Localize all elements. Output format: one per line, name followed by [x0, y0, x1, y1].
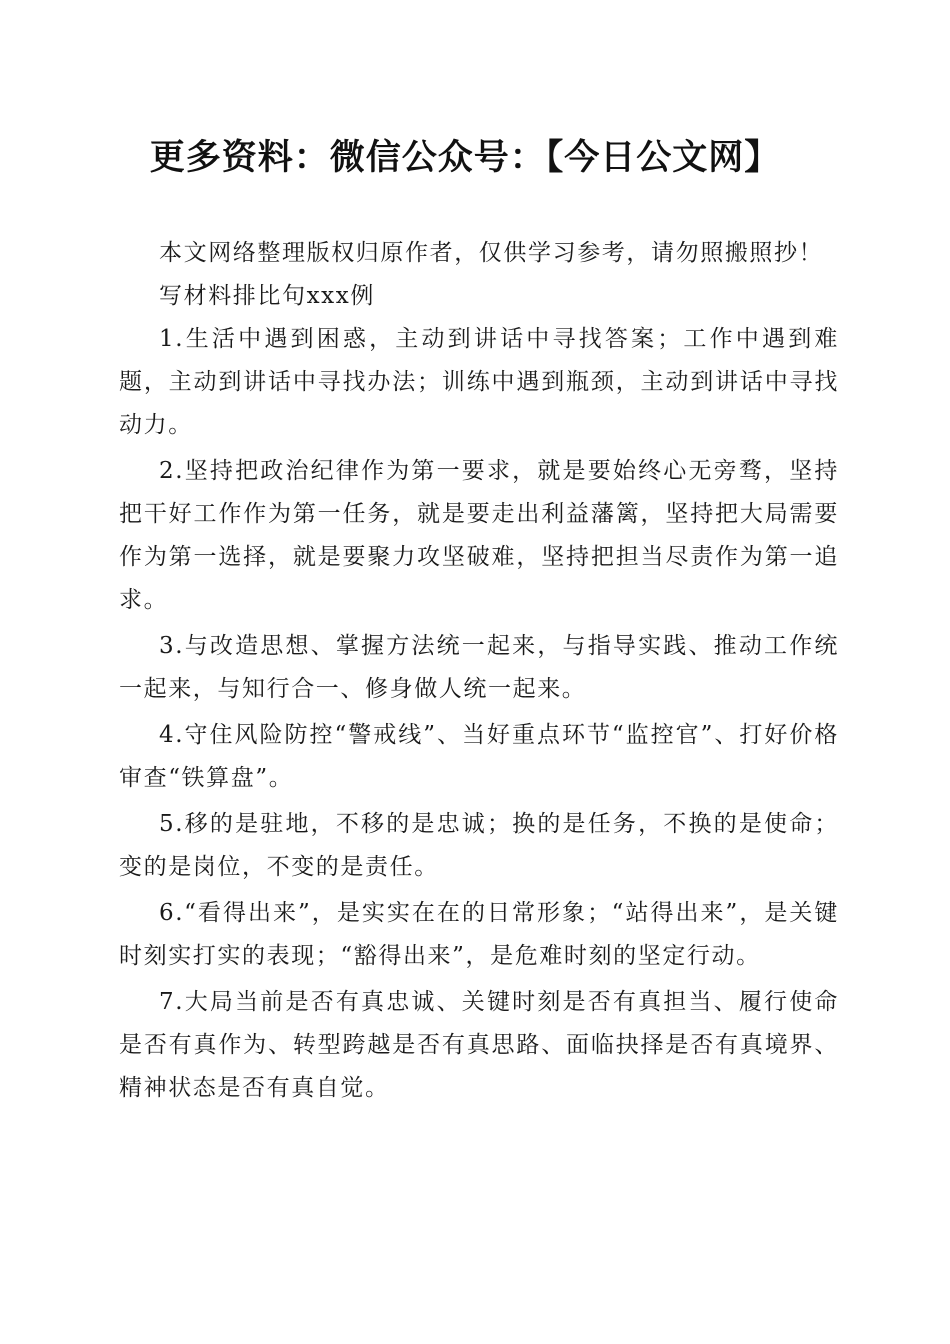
list-item: 5.移的是驻地，不移的是忠诚；换的是任务，不换的是使命；变的是岗位，不变的是责任。 — [119, 811, 839, 880]
copyright-notice: 本文网络整理版权归原作者，仅供学习参考，请勿照搬照抄！ — [159, 240, 824, 266]
document-body — [119, 232, 839, 1113]
list-item: 1.生活中遇到困惑，主动到讲话中寻找答案；工作中遇到难题，主动到讲话中寻找办法；训练中遇到瓶颈，主动到讲话中寻找动力。 — [119, 326, 839, 438]
list-item: 3.与改造思想、掌握方法统一起来，与指导实践、推动工作统一起来，与知行合一、修身做人统一起来。 — [119, 633, 839, 702]
document-subtitle: 写材料排比句xxx例 — [159, 283, 375, 309]
page-title: 更多资料：微信公众号：【今日公文网】 — [149, 138, 781, 178]
list-item: 4.守住风险防控“警戒线”、当好重点环节“监控官”、打好价格审查“铁算盘”。 — [119, 722, 839, 791]
list-item: 6.“看得出来”，是实实在在的日常形象；“站得出来”，是关键时刻实打实的表现；“豁得出来”，是危难时刻的坚定行动。 — [119, 900, 839, 969]
list-item: 7.大局当前是否有真忠诚、关键时刻是否有真担当、履行使命是否有真作为、转型跨越是否有真思路、面临抉择是否有真境界、精神状态是否有真自觉。 — [119, 989, 839, 1101]
list-item: 2.坚持把政治纪律作为第一要求，就是要始终心无旁骛，坚持把干好工作作为第一任务，就是要走出利益藩篱，坚持把大局需要作为第一选择，就是要聚力攻坚破难，坚持把担当尽责作为第一追求。 — [119, 458, 839, 613]
